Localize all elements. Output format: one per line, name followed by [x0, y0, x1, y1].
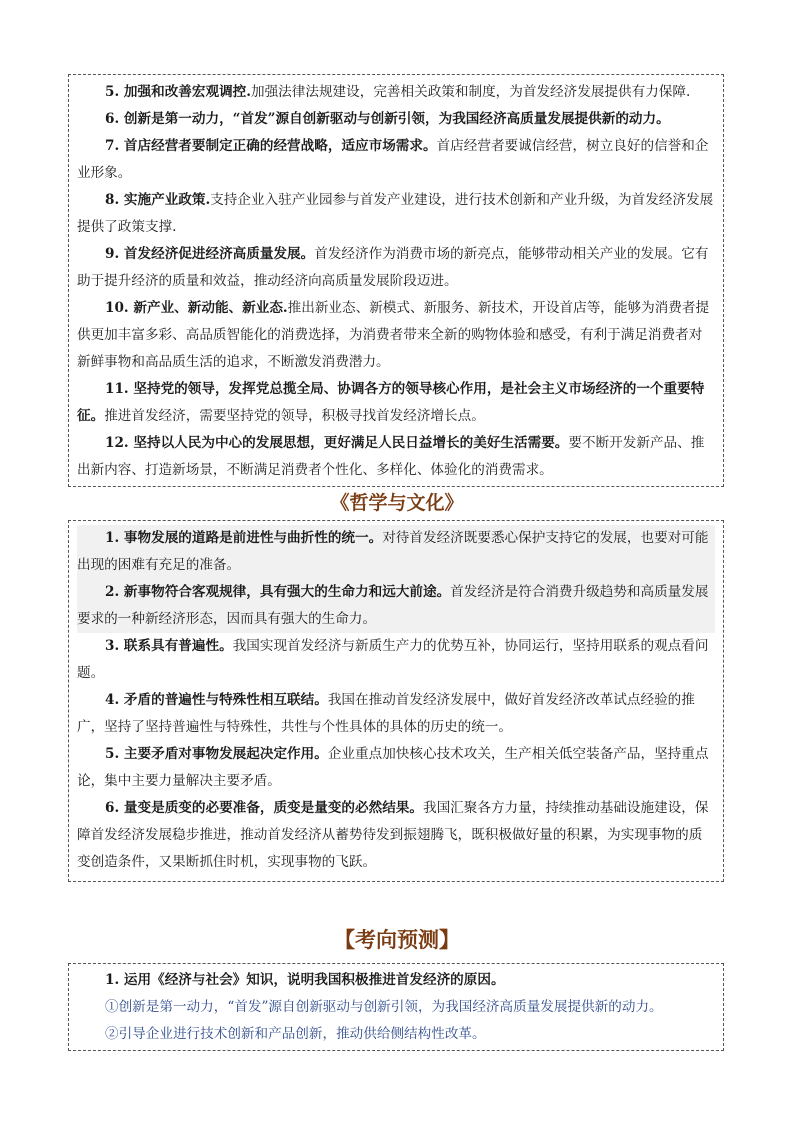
- list-item: 6. 量变是质变的必要准备，质变是量变的必然结果。我国汇聚各方力量，持续推动基础设施建设，保障首发经济发展稳步推进，推动首发经济从蓄势待发到振翅腾飞，既积极做好量的积累，为实现事物的质变创造条件，又果断抓住时机，实现事物的飞跃。: [77, 800, 709, 870]
- list-item: 3. 联系具有普遍性。我国实现首发经济与新质生产力的优势互补，协同运行，坚持用联系的观点看问题。: [77, 638, 709, 681]
- section-title-forecast: 【考向预测】: [334, 927, 460, 952]
- list-item: 12. 坚持以人民为中心的发展思想，更好满足人民日益增长的美好生活需要。要不断开发新产品、推出新内容、打造新场景，不断满足消费者个性化、多样化、体验化的消费需求。: [77, 435, 705, 478]
- economy-points-box: [68, 74, 724, 487]
- list-item: 11. 坚持党的领导，发挥党总揽全局、协调各方的领导核心作用，是社会主义市场经济的一个重要特征。推进首发经济，需要坚持党的领导，积极寻找首发经济增长点。: [77, 381, 705, 424]
- list-item: 4. 矛盾的普遍性与特殊性相互联结。我国在推动首发经济发展中，做好首发经济改革试点经验的推广，坚持了坚持普遍性与特殊性，共性与个性具体的具体的历史的统一。: [77, 692, 695, 735]
- list-item: 6. 创新是第一动力，“首发”源自创新驱动与创新引领，为我国经济高质量发展提供新的动力。: [105, 111, 670, 127]
- list-item: 1. 事物发展的道路是前进性与曲折性的统一。对待首发经济既要悉心保护支持它的发展，也要对可能出现的困难有充足的准备。: [77, 525, 715, 579]
- forecast-box: [68, 963, 724, 1051]
- list-item: 2. 新事物符合客观规律，具有强大的生命力和远大前途。首发经济是符合消费升级趋势和高质量发展要求的一种新经济形态，因而具有强大的生命力。: [77, 579, 715, 633]
- list-item: 5. 主要矛盾对事物发展起决定作用。企业重点加快核心技术攻关，生产相关低空装备产品，坚持重点论，集中主要力量解决主要矛盾。: [77, 746, 709, 789]
- list-item: 10. 新产业、新动能、新业态.推出新业态、新模式、新服务、新技术，开设首店等，能够为消费者提供更加丰富多彩、高品质智能化的消费选择，为消费者带来全新的购物体验和感受，有利于满足消费者对新鲜事物和高品质生活的追求，不断激发消费潜力。: [77, 300, 710, 370]
- section-title-philosophy: 《哲学与文化》: [330, 492, 464, 514]
- question: 1. 运用《经济与社会》知识，说明我国积极推进首发经济的原因。: [105, 972, 505, 988]
- list-item: 9. 首发经济促进经济高质量发展。首发经济作为消费市场的新亮点，能够带动相关产业的发展。它有助于提升经济的质量和效益，推动经济向高质量发展阶段迈进。: [77, 246, 709, 289]
- list-item: 5. 加强和改善宏观调控.加强法律法规建设，完善相关政策和制度，为首发经济发展提供有力保障.: [105, 84, 691, 100]
- answer-item: ②引导企业进行技术创新和产品创新，推动供给侧结构性改革。: [105, 1026, 486, 1042]
- list-item: 8. 实施产业政策.支持企业入驻产业园参与首发产业建设，进行技术创新和产业升级，为首发经济发展提供了政策支撑.: [77, 192, 714, 235]
- answer-item: ①创新是第一动力，“首发”源自创新驱动与创新引领，为我国经济高质量发展提供新的动力。: [105, 999, 663, 1015]
- philosophy-points-box: [68, 520, 724, 882]
- list-item: 7. 首店经营者要制定正确的经营战略，适应市场需求。首店经营者要诚信经营，树立良好的信誉和企业形象。: [77, 138, 709, 181]
